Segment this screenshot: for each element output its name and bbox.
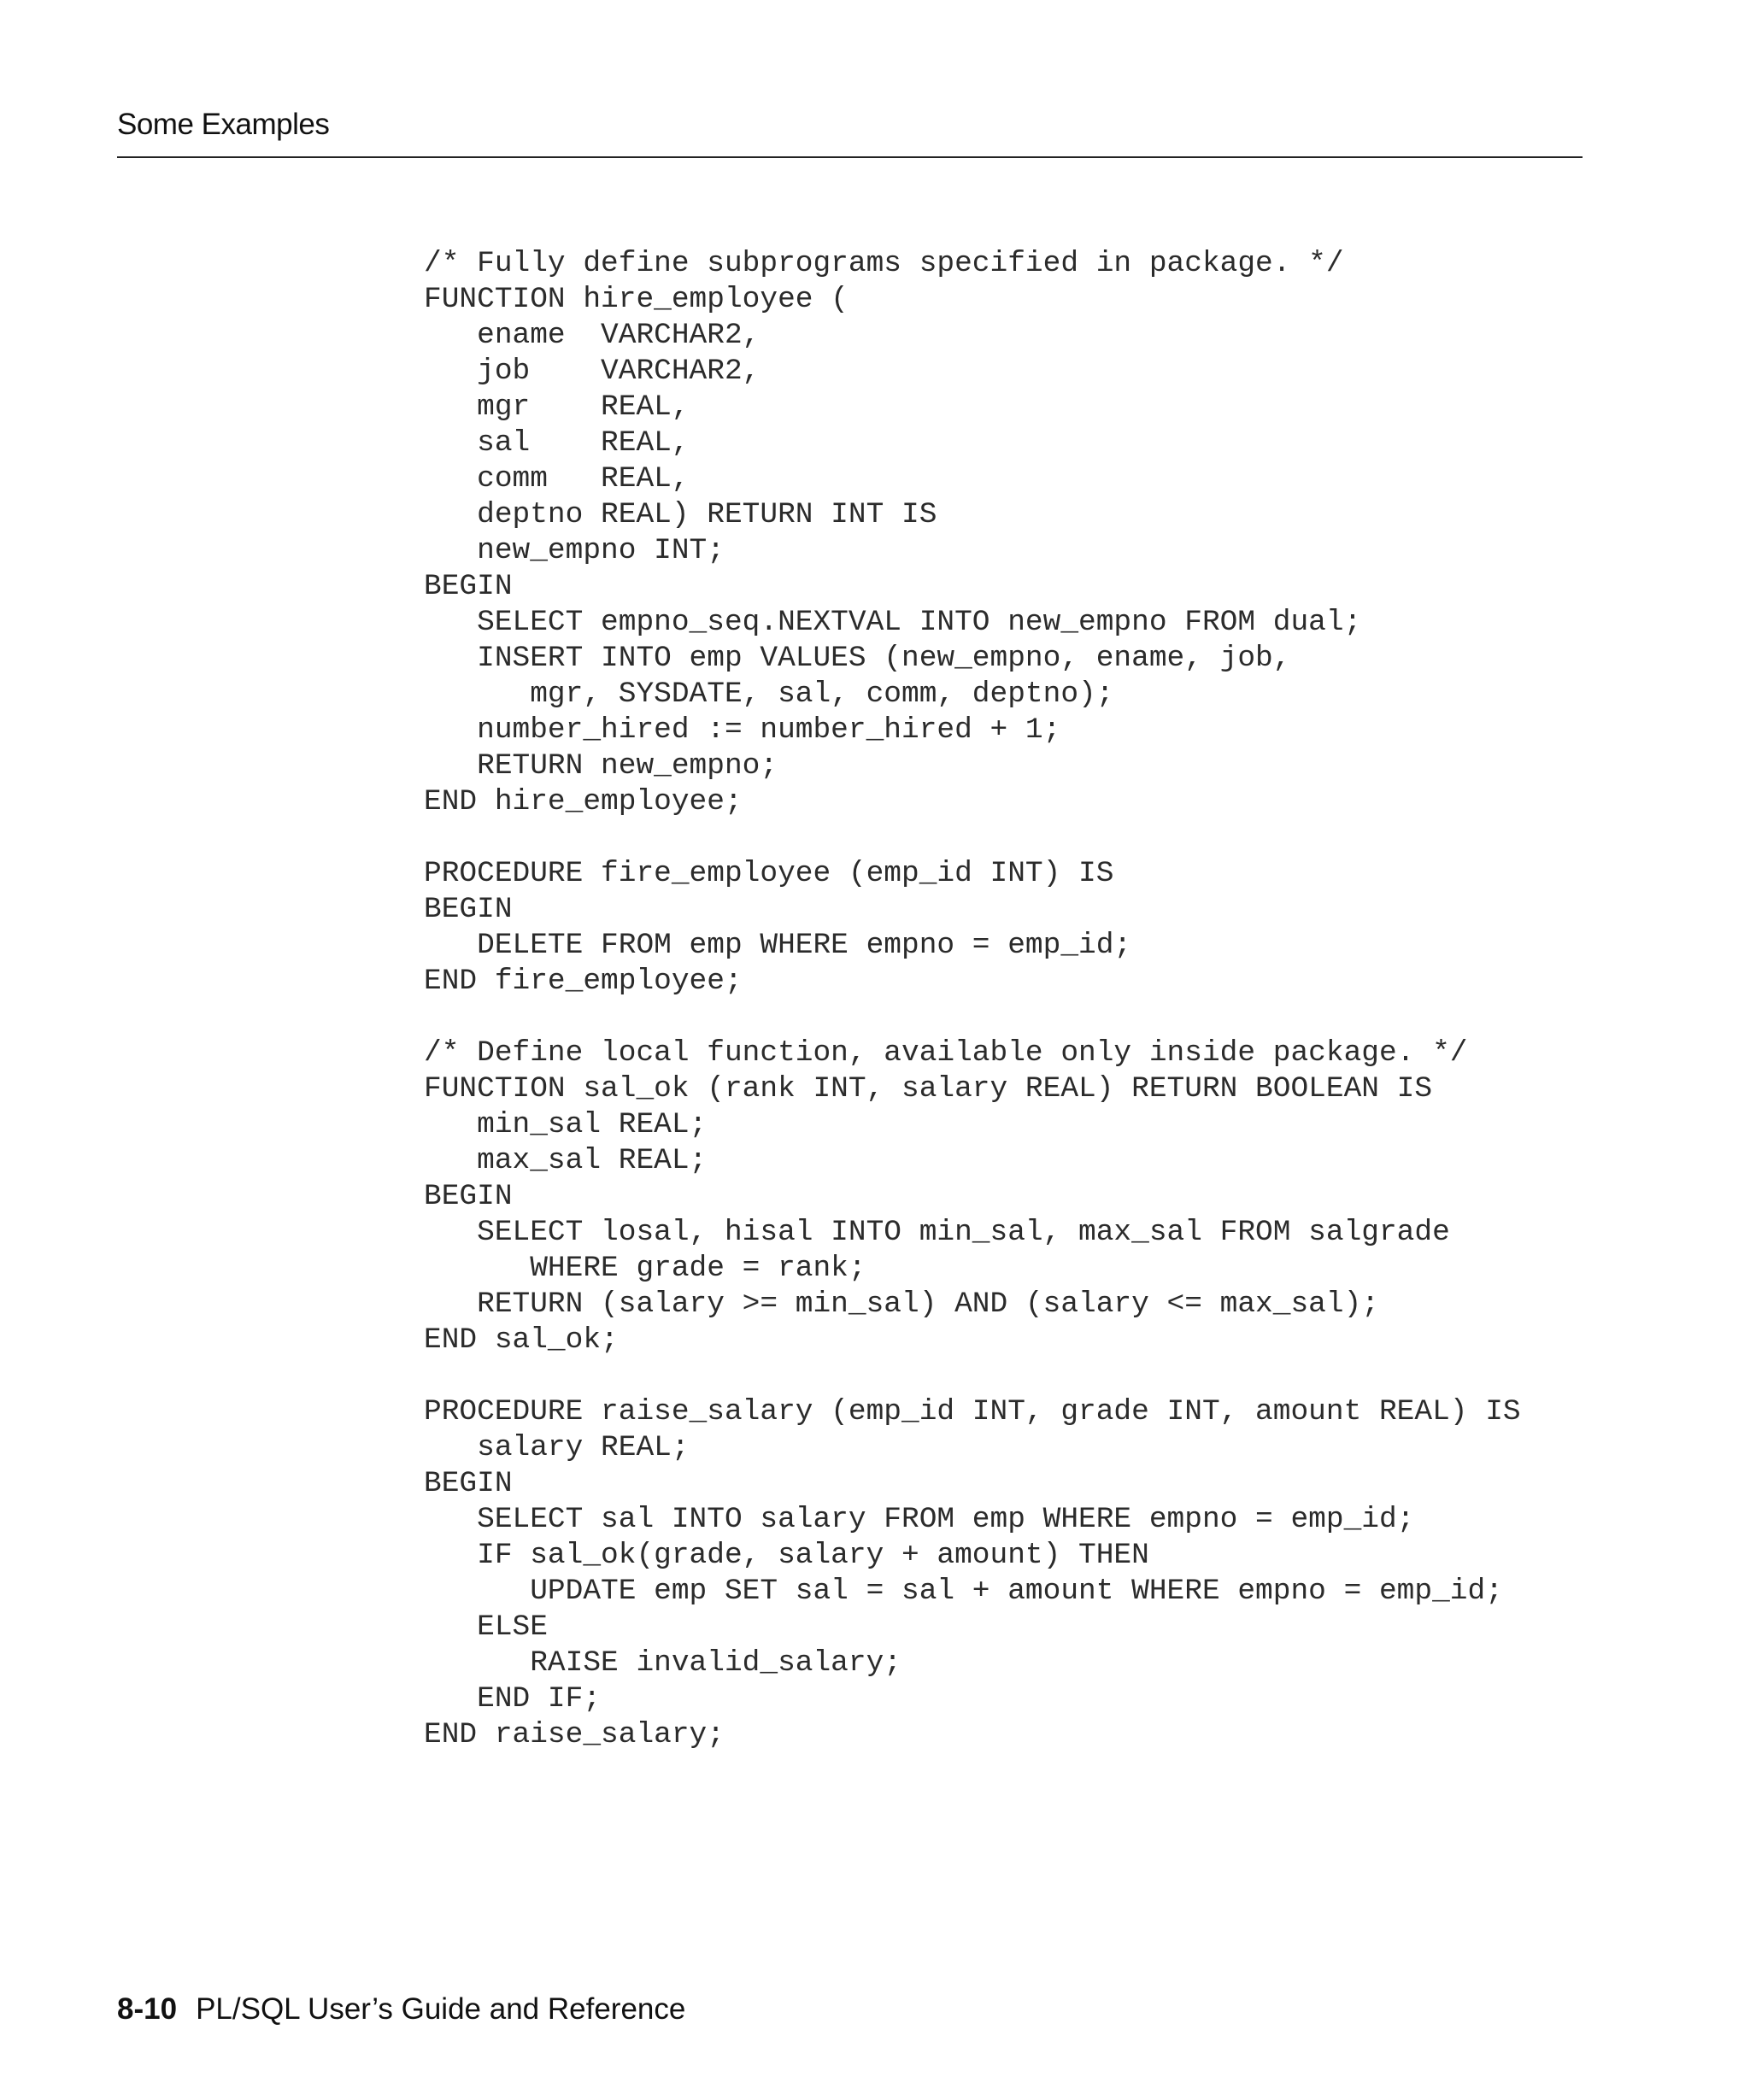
page-footer — [117, 1992, 685, 2027]
code-line: deptno REAL) RETURN INT IS — [424, 498, 937, 531]
code-line: number_hired := number_hired + 1; — [424, 713, 1061, 747]
code-listing — [424, 246, 1620, 1753]
code-line — [424, 820, 1620, 856]
code-line: END raise_salary; — [424, 1718, 725, 1751]
code-line: END sal_ok; — [424, 1323, 619, 1357]
code-line: new_empno INT; — [424, 534, 725, 567]
code-line: PROCEDURE raise_salary (emp_id INT, grade INT, amount REAL) IS — [424, 1395, 1521, 1428]
code-line: min_sal REAL; — [424, 1108, 708, 1141]
code-line: DELETE FROM emp WHERE empno = emp_id; — [424, 929, 1132, 962]
book-title: PL/SQL User’s Guide and Reference — [196, 1992, 686, 2026]
code-line: SELECT losal, hisal INTO min_sal, max_sal FROM salgrade — [424, 1216, 1450, 1249]
code-line: FUNCTION hire_employee ( — [424, 283, 849, 316]
code-line: RAISE invalid_salary; — [424, 1646, 901, 1680]
running-header: Some Examples — [117, 108, 330, 141]
header-rule — [117, 156, 1583, 158]
code-line — [424, 1358, 1620, 1394]
code-line: max_sal REAL; — [424, 1144, 708, 1177]
code-line: mgr, SYSDATE, sal, comm, deptno); — [424, 678, 1114, 711]
code-line: mgr REAL, — [424, 390, 690, 424]
code-line: BEGIN — [424, 1180, 513, 1213]
code-line — [424, 1000, 1620, 1035]
code-line: INSERT INTO emp VALUES (new_empno, ename, job, — [424, 642, 1291, 675]
code-line: SELECT sal INTO salary FROM emp WHERE empno = emp_id; — [424, 1503, 1415, 1536]
code-line: END fire_employee; — [424, 965, 743, 998]
code-line: SELECT empno_seq.NEXTVAL INTO new_empno FROM dual; — [424, 606, 1362, 639]
code-line: IF sal_ok(grade, salary + amount) THEN — [424, 1539, 1149, 1572]
code-line: UPDATE emp SET sal = sal + amount WHERE empno = emp_id; — [424, 1575, 1503, 1608]
code-line: /* Define local function, available only inside package. */ — [424, 1036, 1468, 1070]
code-line: /* Fully define subprograms specified in package. */ — [424, 247, 1344, 280]
code-line: sal REAL, — [424, 426, 690, 460]
code-line: RETURN new_empno; — [424, 749, 778, 783]
code-line: PROCEDURE fire_employee (emp_id INT) IS — [424, 857, 1114, 890]
code-line: job VARCHAR2, — [424, 355, 760, 388]
code-line: FUNCTION sal_ok (rank INT, salary REAL) RETURN BOOLEAN IS — [424, 1072, 1433, 1106]
code-line: comm REAL, — [424, 462, 690, 496]
code-line: ELSE — [424, 1610, 548, 1644]
code-line: RETURN (salary >= min_sal) AND (salary <= max_sal); — [424, 1288, 1379, 1321]
code-line: BEGIN — [424, 570, 513, 603]
code-line: salary REAL; — [424, 1431, 690, 1464]
code-line: WHERE grade = rank; — [424, 1252, 866, 1285]
code-line: BEGIN — [424, 893, 513, 926]
code-line: END hire_employee; — [424, 785, 743, 818]
page-number: 8-10 — [117, 1992, 178, 2026]
code-line: ename VARCHAR2, — [424, 319, 760, 352]
code-line: BEGIN — [424, 1467, 513, 1500]
code-line: END IF; — [424, 1682, 602, 1716]
